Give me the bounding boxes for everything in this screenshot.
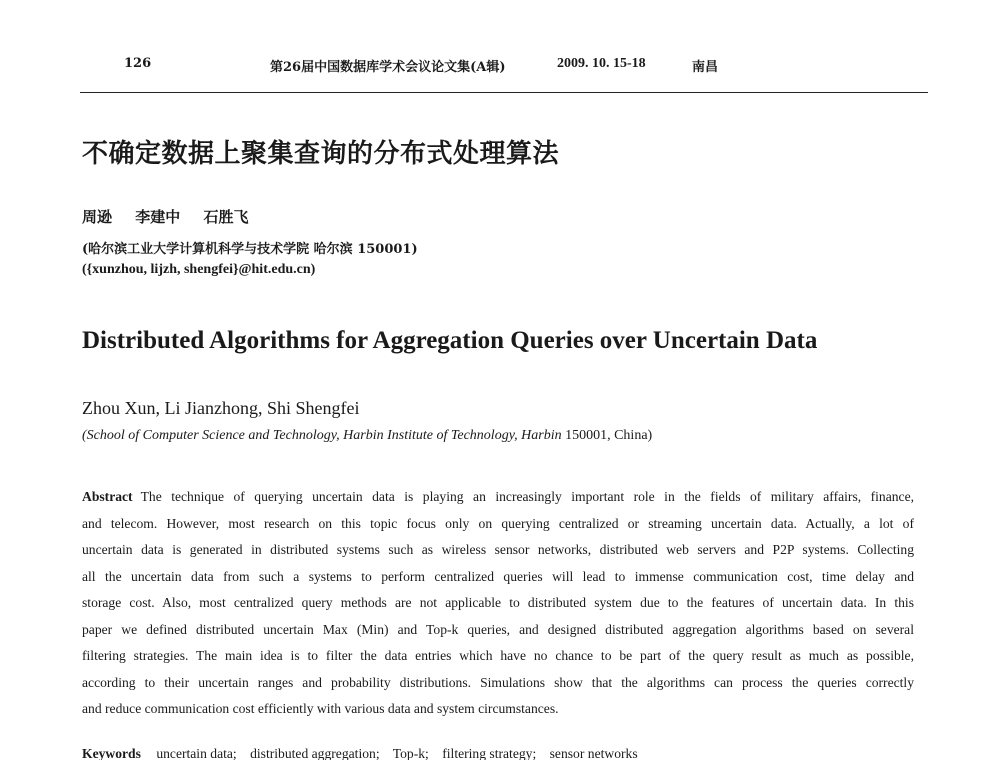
chinese-author: 周逊 [82,208,113,226]
english-affiliation [82,428,652,444]
abstract-line: according to their uncertain ranges and probability distributions. Simulations show that the algorithms can process the queries correctly [82,674,914,690]
keywords-label: Keywords [82,746,141,760]
page-number: 126 [124,56,152,71]
abstract-line: all the uncertain data from such a systems to perform centralized queries will lead to immense communication cost, time delay and [82,568,914,584]
abstract-text: The technique of querying uncertain data is playing an increasingly important role in the fields of military affairs, finance, [140,489,914,504]
abstract-line: storage cost. Also, most centralized query methods are not applicable to distributed system due to the features of uncertain data. In this [82,595,914,610]
chinese-author: 李建中 [135,208,181,226]
abstract-line: and reduce communication cost efficiently with various data and system circumstances. [82,701,559,716]
english-affiliation-institution: (School of Computer Science and Technology, Harbin Institute of Technology, Harbin [82,428,562,443]
english-authors: Zhou Xun, Li Jianzhong, Shi Shengfei [82,398,360,418]
abstract-line: filtering strategies. The main idea is to filter the data entries which have no chance to be part of the query result as much as possible, [82,648,914,663]
proceedings-title: 第26届中国数据库学术会议论文集(A辑) [270,60,506,75]
keywords [82,746,640,760]
abstract-line [82,484,914,511]
chinese-affiliation: (哈尔滨工业大学计算机科学与技术学院 哈尔滨 150001) [82,242,418,257]
chinese-title: 不确定数据上聚集查询的分布式处理算法 [82,139,560,169]
keyword: uncertain data; [156,746,237,760]
keyword: Top-k; [392,746,429,760]
keyword: sensor networks [549,746,638,760]
keyword: filtering strategy; [442,746,537,760]
abstract-line: paper we defined distributed uncertain Max (Min) and Top-k queries, and designed distributed aggregation algorithms based on several [82,621,914,637]
running-header [80,56,928,78]
abstract-line: uncertain data is generated in distributed systems such as wireless sensor networks, distributed web servers and P2P systems. Collecting [82,542,914,557]
conference-date: 2009. 10. 15-18 [557,56,646,71]
conference-location: 南昌 [692,60,719,75]
abstract [82,484,914,723]
header-rule [80,92,928,93]
author-emails: ({xunzhou, lijzh, shengfei}@hit.edu.cn) [82,262,316,277]
keyword: distributed aggregation; [250,746,380,760]
english-title: Distributed Algorithms for Aggregation Queries over Uncertain Data [82,327,818,354]
abstract-line: and telecom. However, most research on this topic focus only on querying centralized or streaming uncertain data. Actually, a lot of [82,515,914,531]
chinese-authors [82,206,267,227]
chinese-author: 石胜飞 [203,208,249,226]
abstract-label: Abstract [82,489,133,504]
english-affiliation-city: 150001, China) [561,428,653,443]
